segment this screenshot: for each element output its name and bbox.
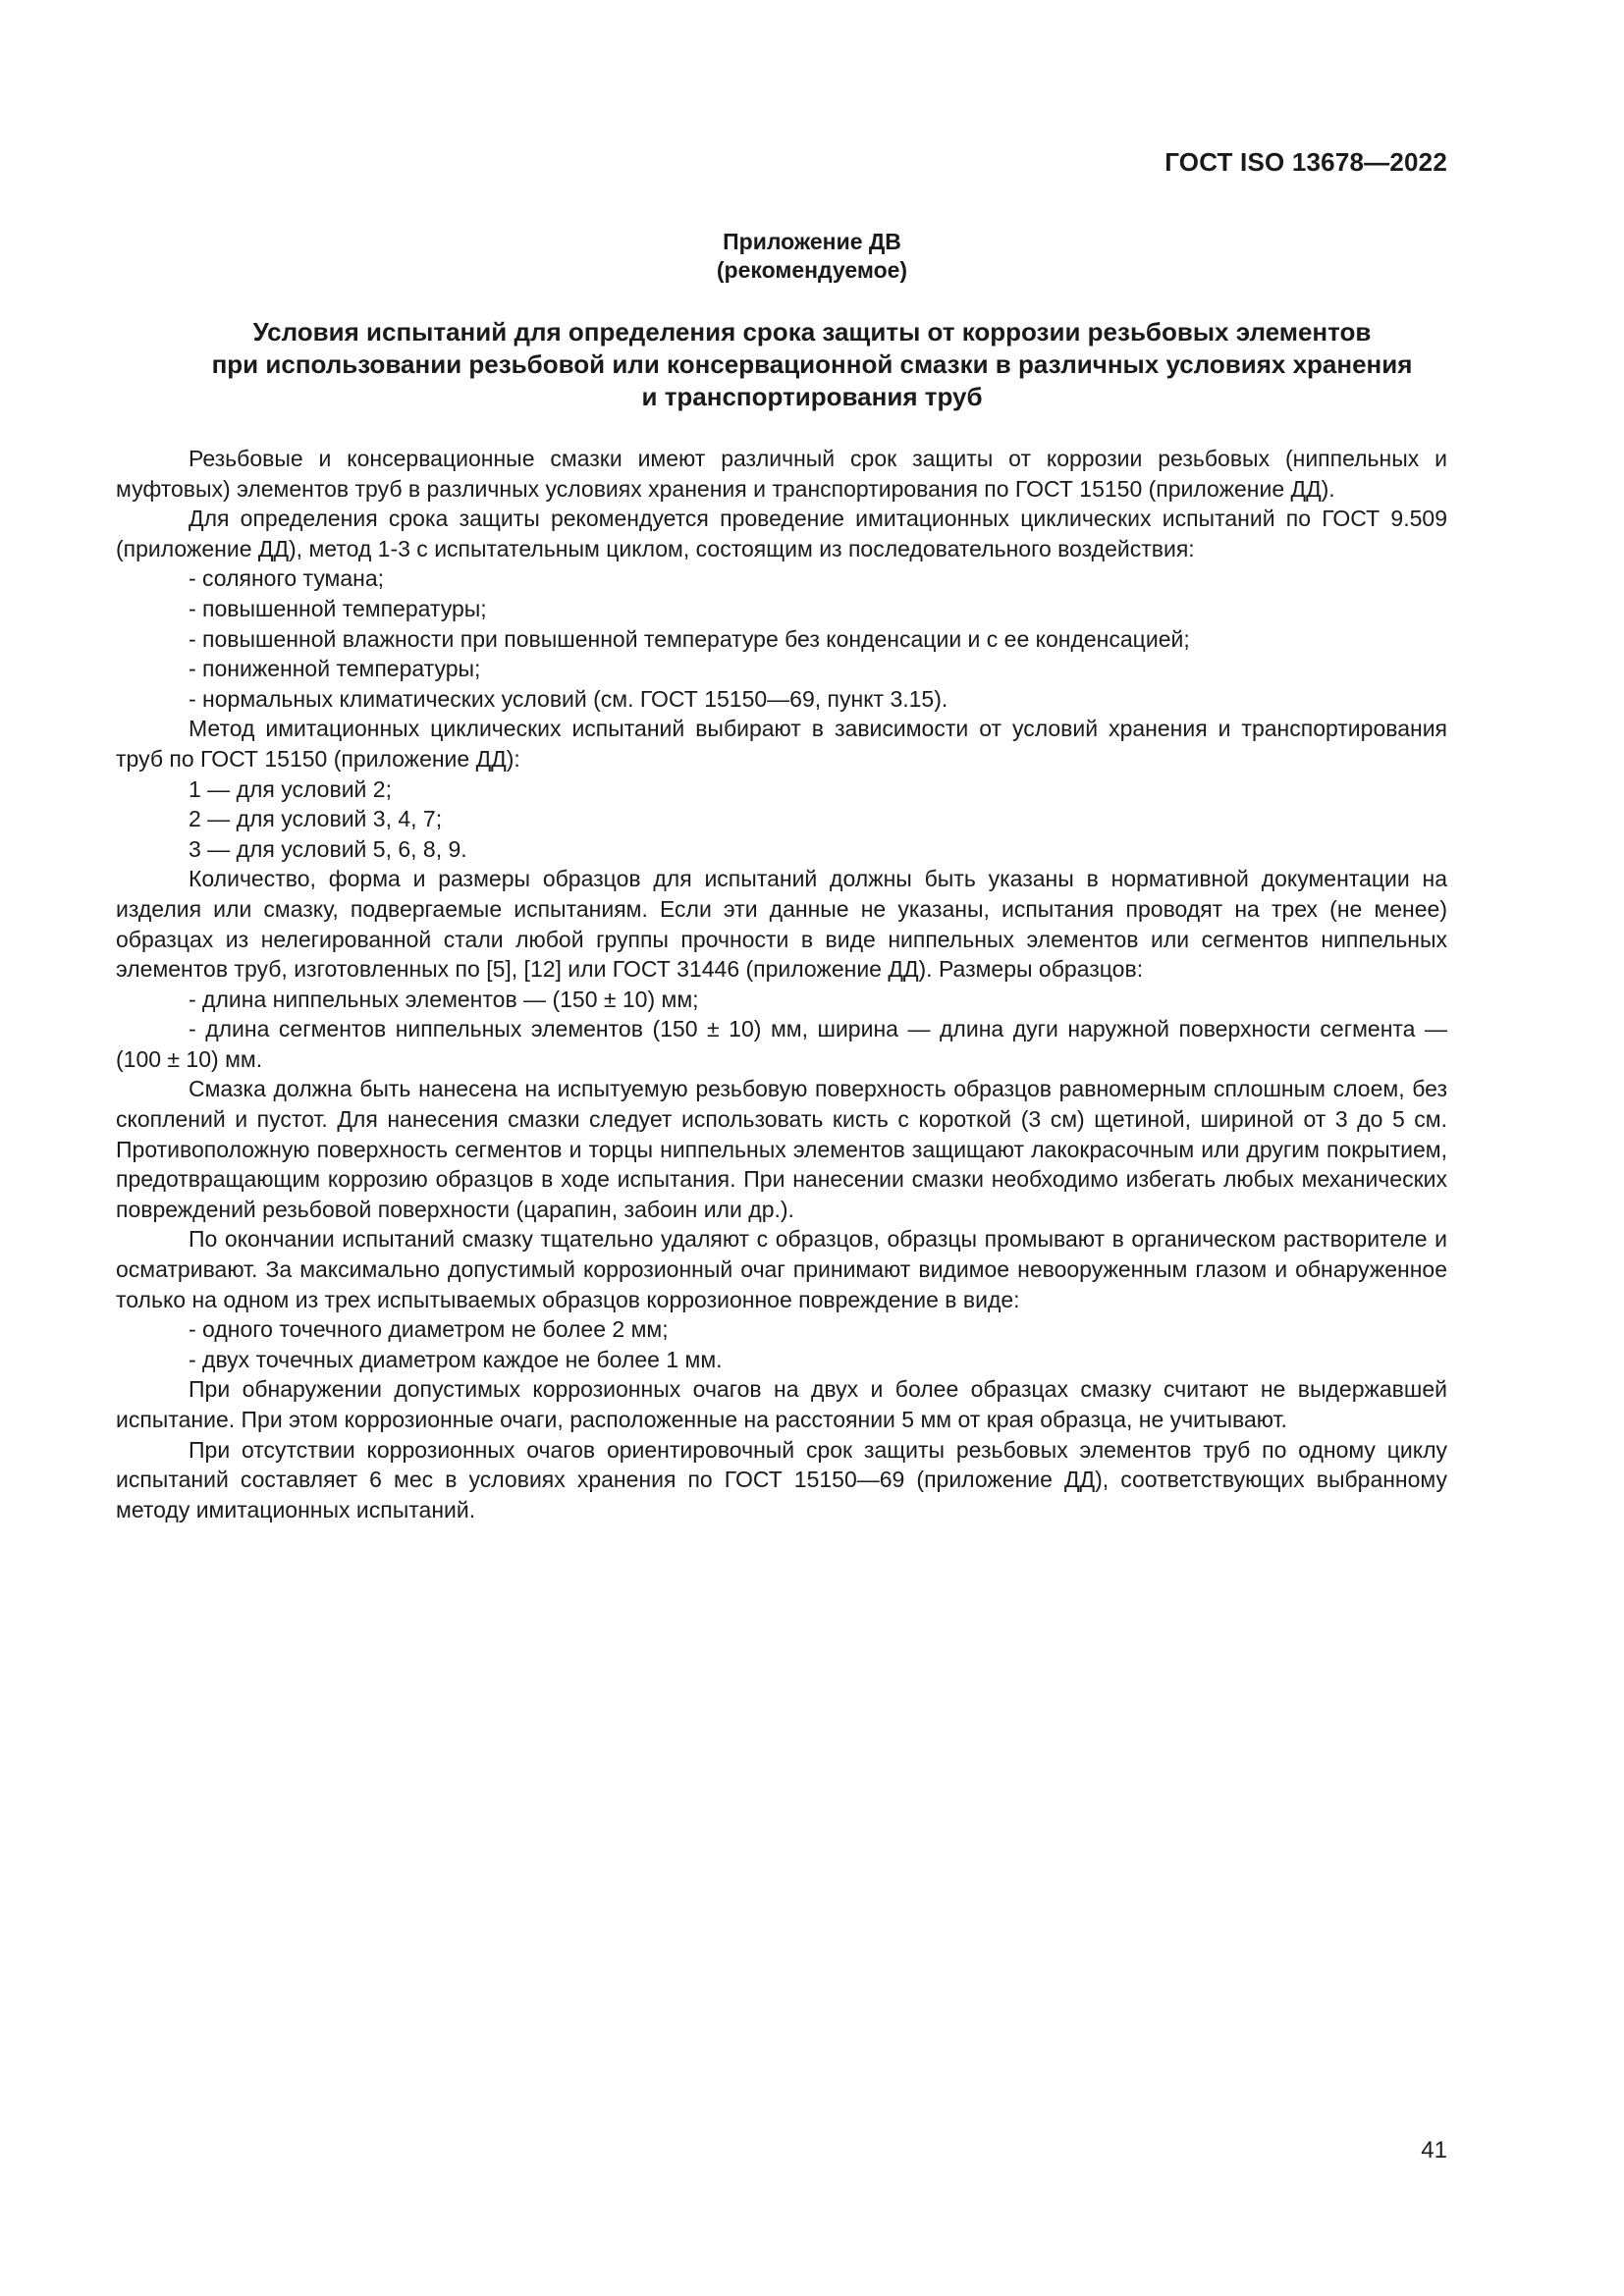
list-item: 2 — для условий 3, 4, 7; <box>189 806 443 832</box>
list-item: 3 — для условий 5, 6, 8, 9. <box>189 835 467 862</box>
paragraph: При отсутствии коррозионных очагов ориентировочный срок защиты резьбовых элементов труб по одному циклу испытаний составляет 6 мес в условиях хранения по ГОСТ 15150—69 (приложение ДД), соответствующих выбранному методу имитационных испытаний. <box>116 1436 1447 1522</box>
paragraph: Смазка должна быть нанесена на испытуемую резьбовую поверхность образцов равномерным сплошным слоем, без скоплений и пустот. Для нанесения смазки следует использовать кисть с короткой (3 см) щетиной, шириной от 3 до 5 см. Противоположную поверхность сегментов и торцы ниппельных элементов защищают лакокрасочным или другим покрытием, предотвращающим коррозию образцов в ходе испытания. При нанесении смазки необходимо избегать любых механических повреждений резьбовой поверхности (царапин, забоин или др.). <box>116 1076 1447 1222</box>
annex-status: (рекомендуемое) <box>716 257 908 283</box>
list-item: - длина ниппельных элементов — (150 ± 10) мм; <box>189 986 699 1012</box>
list-item: 1 — для условий 2; <box>189 775 392 802</box>
list-item: - повышенной влажности при повышенной температуре без конденсации и с ее конденсацией; <box>189 625 1190 652</box>
paragraph: Резьбовые и консервационные смазки имеют различный срок защиты от коррозии резьбовых (ниппельных и муфтовых) элементов труб в различных условиях хранения и транспортирования по ГОСТ 15150 (приложение ДД). <box>116 446 1447 502</box>
document-code: ГОСТ ISO 13678—2022 <box>1164 147 1447 177</box>
section-title-line-2: при использовании резьбовой или консервационной смазки в различных условиях хранения <box>211 349 1413 379</box>
list-item: - нормальных климатических условий (см. ГОСТ 15150—69, пункт 3.15). <box>189 685 948 712</box>
paragraph: Количество, форма и размеры образцов для испытаний должны быть указаны в нормативной документации на изделия или смазку, подвергаемые испытаниям. Если эти данные не указаны, испытания проводят на трех (не менее) образцах из нелегированной стали любой группы прочности в виде ниппельных элементов или сегментов ниппельных элементов труб, изготовленных по [5], [12] или ГОСТ 31446 (приложение ДД). Размеры образцов: <box>116 866 1447 983</box>
paragraph: Для определения срока защиты рекомендуется проведение имитационных циклических испытаний по ГОСТ 9.509 (приложение ДД), метод 1-3 с испытательным циклом, состоящим из последовательного воздействия: <box>116 506 1447 561</box>
annex-label: Приложение ДВ <box>723 229 901 254</box>
page-number: 41 <box>1421 2137 1447 2163</box>
list-item: - соляного тумана; <box>189 565 385 592</box>
paragraph: Метод имитационных циклических испытаний выбирают в зависимости от условий хранения и транспортирования труб по ГОСТ 15150 (приложение ДД): <box>116 716 1447 772</box>
paragraph: При обнаружении допустимых коррозионных очагов на двух и более образцах смазку считают не выдержавшей испытание. При этом коррозионные очаги, расположенные на расстоянии 5 мм от края образца, не учитывают. <box>116 1376 1447 1432</box>
annex-heading <box>0 228 1624 285</box>
list-item: - двух точечных диаметром каждое не более 1 мм. <box>189 1346 723 1372</box>
body-text <box>116 444 1447 1524</box>
section-title <box>0 316 1624 413</box>
list-item: - длина сегментов ниппельных элементов (150 ± 10) мм, ширина — длина дуги наружной поверхности сегмента — (100 ± 10) мм. <box>116 1016 1447 1072</box>
section-title-line-1: Условия испытаний для определения срока защиты от коррозии резьбовых элементов <box>252 317 1372 347</box>
list-item: - одного точечного диаметром не более 2 мм; <box>189 1316 669 1343</box>
list-item: - повышенной температуры; <box>189 595 487 621</box>
paragraph: По окончании испытаний смазку тщательно удаляют с образцов, образцы промывают в органическом растворителе и осматривают. За максимально допустимый коррозионный очаг принимают видимое невооруженным глазом и обнаруженное только на одном из трех испытываемых образцов коррозионное повреждение в виде: <box>116 1226 1447 1312</box>
section-title-line-3: и транспортирования труб <box>641 382 983 411</box>
list-item: - пониженной температуры; <box>189 656 481 682</box>
